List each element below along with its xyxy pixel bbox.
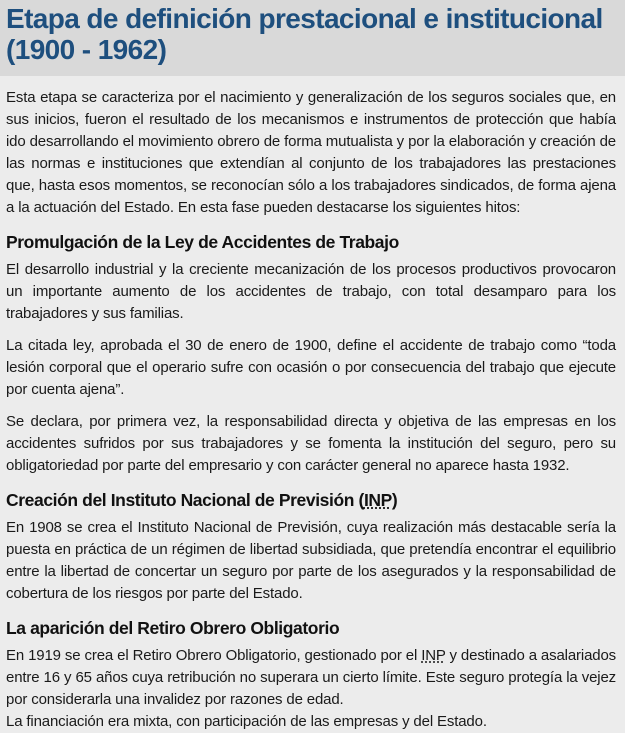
section-heading-ley-accidentes: Promulgación de la Ley de Accidentes de Trabajo — [6, 232, 399, 252]
section2-heading-close: ) — [391, 490, 398, 510]
section2-paragraph-1: En 1908 se crea el Instituto Nacional de Previsión, cuya realización más destacable sería la puesta en práctica de un régimen de libertad subsidiada, que pretendía encontrar el equilibrio entre la libertad de concertar un seguro por parte de los asegurados y la responsabilidad de cobertura de los riesgos por parte del Estado. — [6, 519, 616, 602]
page-title-line1: Etapa de definición prestacional e institucional — [6, 3, 603, 34]
section3-paragraph-1 — [6, 645, 616, 711]
article-body — [6, 87, 616, 733]
page-title — [6, 3, 616, 65]
section3-paragraph-2: La financiación era mixta, con participación de las empresas y del Estado. — [6, 713, 487, 730]
section1-paragraph-1: El desarrollo industrial y la creciente mecanización de los procesos productivos provocaron un importante aumento de los accidentes de trabajo, con total desamparo para los trabajadores y sus familias. — [6, 261, 616, 322]
section3-text-post: y destinado a asalariados entre 16 y 65 años cuya retribución no superara un cierto límite. Este seguro protegía la vejez por considerarla una invalidez por razones de edad. — [6, 647, 616, 708]
section2-heading-text: Creación del Instituto Nacional de Previsión ( — [6, 490, 364, 510]
section-heading-inp — [6, 487, 616, 513]
section3-text-pre: En 1919 se crea el Retiro Obrero Obligatorio, gestionado por el — [6, 647, 422, 664]
section1-paragraph-3: Se declara, por primera vez, la responsabilidad directa y objetiva de las empresas en los accidentes sufridos por sus trabajadores y se fomenta la institución del seguro, pero su obligatoriedad por parte del empresario y con carácter general no aparece hasta 1932. — [6, 413, 616, 474]
section1-paragraph-2: La citada ley, aprobada el 30 de enero de 1900, define el accidente de trabajo como “toda lesión corporal que el operario sufre con ocasión o por consecuencia del trabajo que ejecute por cuenta ajena”. — [6, 337, 616, 398]
inp-abbreviation[interactable]: INP — [421, 647, 446, 664]
page-header — [0, 0, 625, 76]
inp-abbreviation[interactable]: INP — [363, 490, 392, 510]
section-heading-retiro-obrero: La aparición del Retiro Obrero Obligatorio — [6, 618, 340, 638]
page-title-line2: (1900 - 1962) — [6, 34, 167, 65]
intro-paragraph: Esta etapa se caracteriza por el nacimiento y generalización de los seguros sociales que, en sus inicios, fueron el resultado de los mecanismos e instrumentos de protección que había ido desarrollando el movimiento obrero de forma mutualista y por la elaboración y creación de las normas e instituciones que extendían al conjunto de los trabajadores las prestaciones que, hasta esos momentos, se reconocían sólo a los trabajadores sindicados, de forma ajena a la actuación del Estado. En esta fase pueden destacarse los siguientes hitos: — [6, 89, 616, 216]
